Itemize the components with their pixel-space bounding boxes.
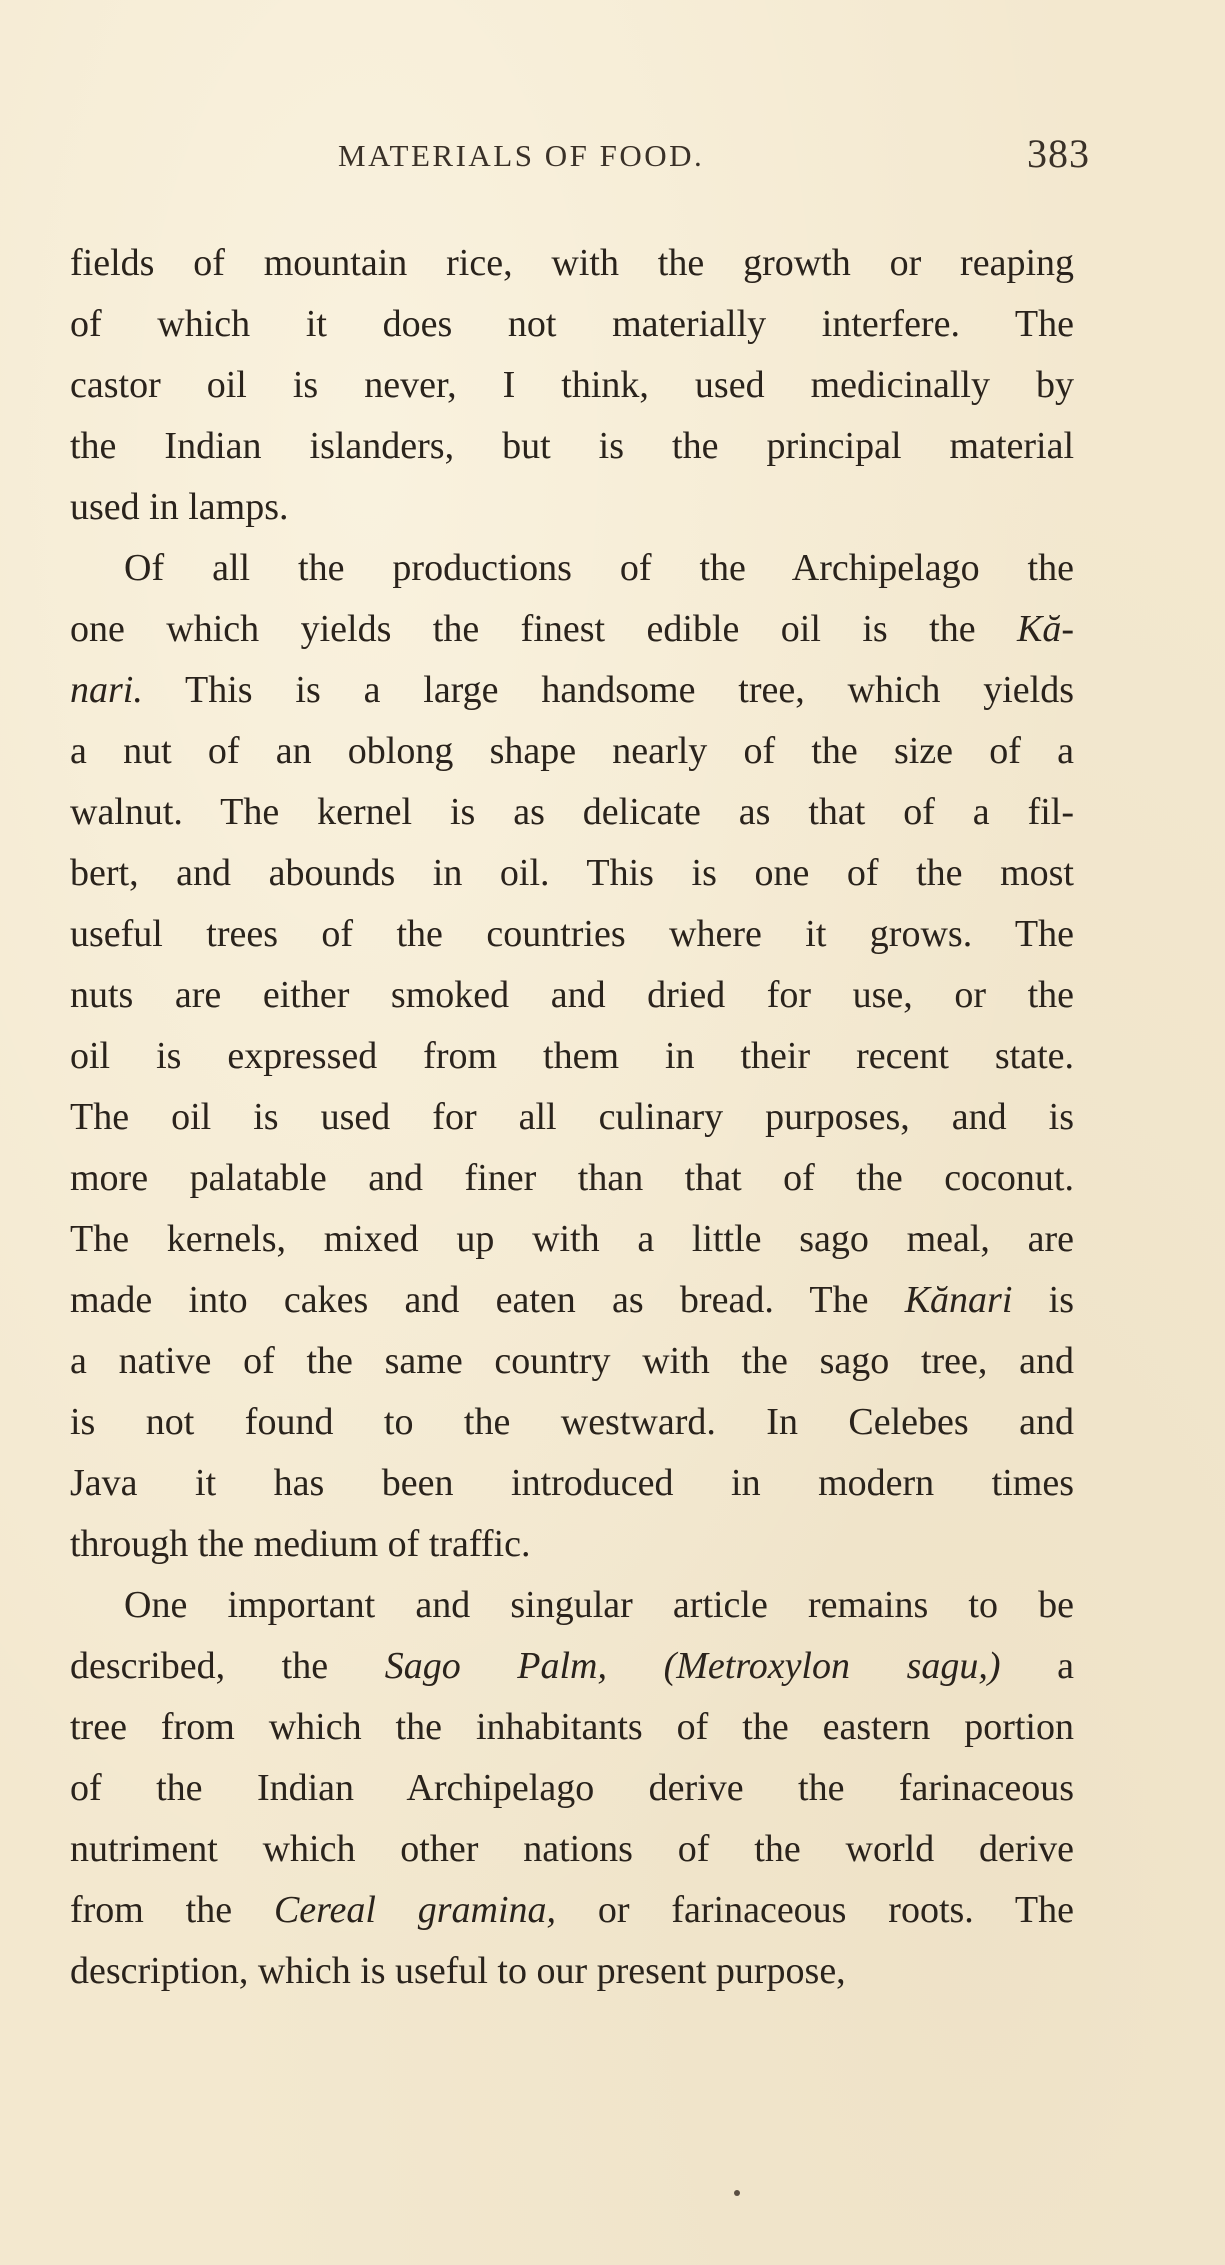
text-line (70, 1087, 1074, 1148)
text-line (70, 1758, 1074, 1819)
text-segment: the Indian islanders, but is the principal material (70, 425, 1074, 467)
page-header (70, 130, 1090, 190)
text-line (70, 1270, 1074, 1331)
text-line (70, 599, 1074, 660)
text-line (70, 1148, 1074, 1209)
text-line (70, 660, 1074, 721)
text-segment: walnut. The kernel is as delicate as that of a fil- (70, 791, 1074, 833)
text-line (70, 1392, 1074, 1453)
text-segment: or farinaceous roots. The (556, 1889, 1074, 1931)
text-segment: nutriment which other nations of the world derive (70, 1828, 1074, 1870)
text-line (70, 355, 1074, 416)
text-segment: One important and singular article remains to be (124, 1584, 1074, 1626)
italic-term: Cereal gramina, (273, 1889, 557, 1931)
text-segment: The kernels, mixed up with a little sago meal, are (70, 1218, 1074, 1260)
text-line (70, 477, 1074, 538)
text-line (70, 233, 1074, 294)
text-segment: made into cakes and eaten as bread. The (70, 1279, 905, 1321)
text-segment: oil is expressed from them in their recent state. (70, 1035, 1074, 1077)
text-line (70, 1819, 1074, 1880)
text-segment: more palatable and finer than that of the coconut. (70, 1157, 1074, 1199)
page-number: 383 (1027, 131, 1090, 176)
text-segment: fields of mountain rice, with the growth or reaping (70, 242, 1074, 284)
text-line (70, 1697, 1074, 1758)
text-line (70, 1575, 1074, 1636)
italic-term: Sago Palm, (Metroxylon sagu,) (384, 1645, 1001, 1687)
text-segment: a (1000, 1645, 1074, 1687)
text-line (70, 721, 1074, 782)
text-line (70, 1636, 1074, 1697)
text-segment: through the medium of traffic. (70, 1523, 531, 1565)
text-segment: is not found to the westward. In Celebes and (70, 1401, 1074, 1443)
text-segment: Of all the productions of the Archipelago the (124, 547, 1074, 589)
text-segment: of the Indian Archipelago derive the farinaceous (70, 1767, 1074, 1809)
text-segment: from the (70, 1889, 274, 1931)
text-segment: bert, and abounds in oil. This is one of the most (70, 852, 1074, 894)
text-line (70, 965, 1074, 1026)
text-line (70, 1209, 1074, 1270)
text-line (70, 294, 1074, 355)
italic-term: Kă- (1017, 608, 1074, 650)
italic-term: Kănari (904, 1279, 1013, 1321)
text-segment: is (1012, 1279, 1074, 1321)
ink-speck (734, 2190, 740, 2196)
text-line (70, 904, 1074, 965)
paragraph (70, 1575, 1074, 2002)
text-segment: used in lamps. (70, 486, 289, 528)
text-line (70, 1026, 1074, 1087)
text-segment: The oil is used for all culinary purposes, and is (70, 1096, 1074, 1138)
text-segment: tree from which the inhabitants of the eastern portion (70, 1706, 1074, 1748)
paragraph (70, 233, 1074, 538)
text-segment: description, which is useful to our present purpose, (70, 1950, 846, 1992)
text-line (70, 416, 1074, 477)
text-segment: one which yields the finest edible oil is the (70, 608, 1017, 650)
italic-term: nari. (70, 669, 143, 711)
text-segment: This is a large handsome tree, which yields (142, 669, 1074, 711)
text-line (70, 538, 1074, 599)
text-line (70, 1453, 1074, 1514)
text-line (70, 1880, 1074, 1941)
text-line (70, 1941, 1074, 2002)
text-segment: castor oil is never, I think, used medicinally by (70, 364, 1074, 406)
running-head: MATERIALS OF FOOD. (338, 138, 705, 173)
text-segment: nuts are either smoked and dried for use, or the (70, 974, 1074, 1016)
paragraph (70, 538, 1074, 1575)
text-line (70, 1331, 1074, 1392)
text-line (70, 782, 1074, 843)
text-segment: a native of the same country with the sago tree, and (70, 1340, 1074, 1382)
text-segment: of which it does not materially interfere. The (70, 303, 1074, 345)
text-segment: Java it has been introduced in modern times (70, 1462, 1074, 1504)
text-segment: described, the (70, 1645, 385, 1687)
text-segment: a nut of an oblong shape nearly of the size of a (70, 730, 1074, 772)
text-line (70, 843, 1074, 904)
text-line (70, 1514, 1074, 1575)
text-segment: useful trees of the countries where it grows. The (70, 913, 1074, 955)
body-text (70, 233, 1074, 2002)
